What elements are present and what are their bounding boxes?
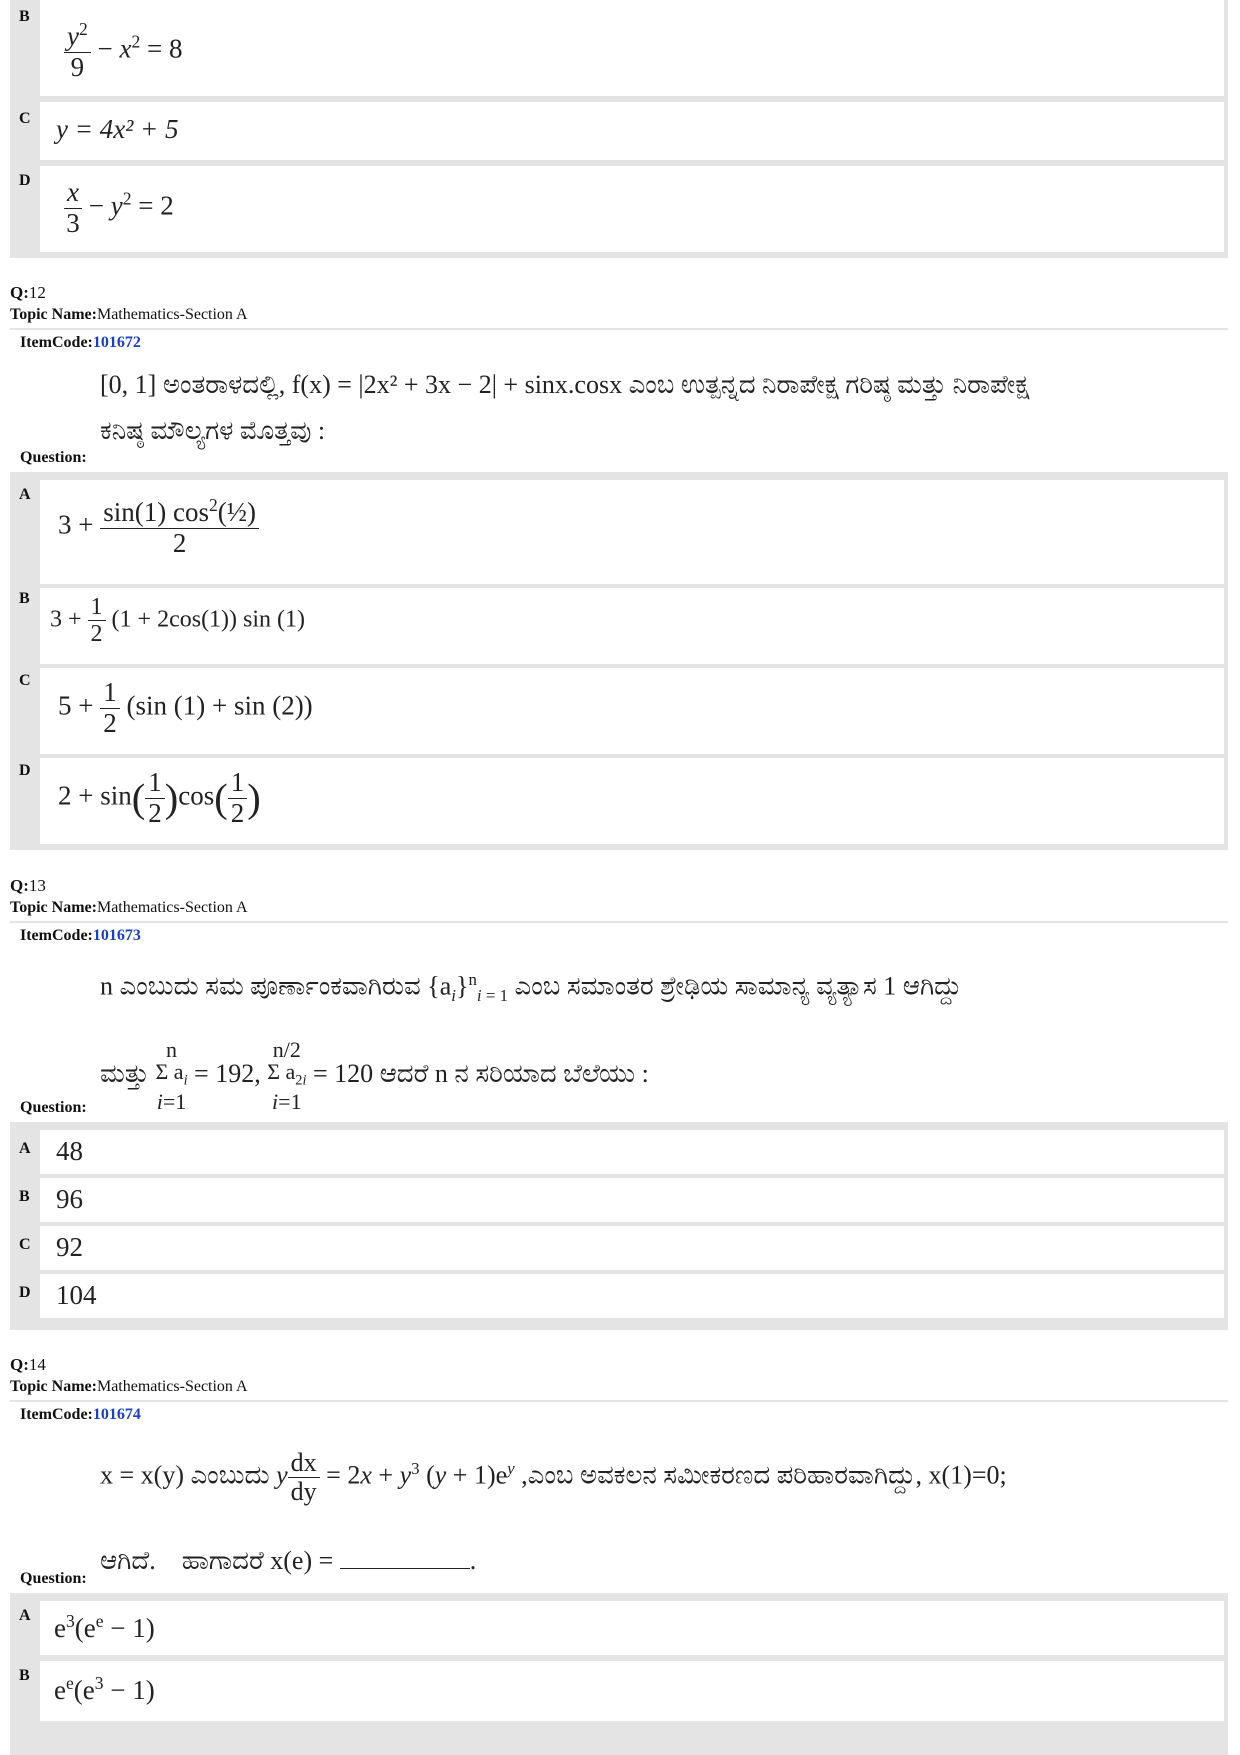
option-label: A [19, 1140, 31, 1157]
option-a-value: 48 [56, 1136, 83, 1166]
q12-options-panel [10, 472, 1228, 850]
option-d-math: 2 + sin( $\frac{1}{2}$ )cos( $\frac{1}{2}$ ) [58, 767, 261, 828]
option-c-math: 5 + $\frac{1}{2}$ (sin (1) + sin (2)) [58, 677, 313, 738]
topic-name: Topic Name:Mathematics-Section A [10, 306, 248, 323]
question-number: Q:14 [10, 1355, 46, 1374]
option-b-math: 3 + $\frac{1}{2}$ (1 + 2cos(1)) sin (1) [50, 594, 306, 648]
question-text: n ಎಂಬುದು ಸಮ ಪೂರ್ಣಾಂಕವಾಗಿರುವ $\{a_i\}^n_{i = 1}$ ಎಂಬ ಸಮಾಂತರ ಶ್ರೇಢಿಯ ಸಾಮಾನ್ಯ ವ್ಯತ್ಯಾಸ 1 ಆಗಿದ್ದು [100, 970, 962, 1005]
option-d-math: $\frac{x}{3}$ − $y^2 = 2$ [64, 178, 174, 238]
option-b-value: 96 [56, 1184, 83, 1214]
option-label: A [19, 486, 31, 503]
option-c-math: y = 4x² + 5 [56, 114, 179, 144]
question-text: [0, 1] ಅಂತರಾಳದಲ್ಲಿ, f(x) = |2x² + 3x − 2| + sinx.cosx ಎಂಬ ಉತ್ಪನ್ನದ ನಿರಾಪೇಕ್ಷ ಗರಿಷ್ಠ ಮತ್ತು ನಿರಾಪೇಕ್ಷ ಕನಿಷ್ಠ ಮೌಲ್ಯಗಳ ಮೊತ್ತವು : [100, 370, 1030, 445]
option-d-value: 104 [56, 1280, 97, 1310]
option-c-cell[interactable] [40, 102, 1224, 160]
q11-options-panel [10, 0, 1228, 258]
option-d-cell[interactable] [40, 166, 1224, 252]
option-label: D [19, 1284, 31, 1301]
option-label: C [19, 1236, 31, 1253]
option-label: B [19, 8, 30, 25]
option-label: C [19, 110, 31, 127]
topic-name: Topic Name:Mathematics-Section A [10, 1378, 248, 1395]
option-a-cell[interactable] [40, 1601, 1224, 1655]
option-c-cell[interactable] [40, 668, 1224, 754]
question-text-line2: ಮತ್ತು n Σ $a_i$ i=1 = 192, n/2 Σ $a_{2i}$ i=1 = 120 ಆದರೆ n ನ ಸರಿಯಾದ ಬೆಲೆಯು : [100, 1037, 649, 1115]
option-a-math: 3 + $\frac{\sin(1) \cos^2(\frac{1}{2})}{2}$ [58, 496, 259, 558]
answer-blank [340, 1568, 470, 1569]
option-d-cell[interactable] [40, 1274, 1224, 1318]
question-label: Question: [20, 449, 87, 466]
q13-question-box [10, 921, 1228, 1123]
option-label: A [19, 1607, 31, 1624]
option-b-cell[interactable] [40, 0, 1224, 96]
option-label: C [19, 672, 31, 689]
option-d-cell[interactable] [40, 758, 1224, 844]
option-b-cell[interactable] [40, 588, 1224, 664]
option-c-cell[interactable] [40, 1226, 1224, 1270]
question-text: x = x(y) ಎಂಬುದು y $\frac{dx}{dy}$ = $2x + y^3$ $(y + 1)e^y$ ,ಎಂಬ ಅವಕಲನ ಸಮೀಕರಣದ ಪರಿಹಾರವಾಗಿದ್ದು, x(1)=0; [100, 1447, 1007, 1507]
option-label: D [19, 172, 31, 189]
question-text-line2: ಆಗಿದೆ. ಹಾಗಾದರೆ x(e) = . [100, 1546, 477, 1575]
option-label: B [19, 1667, 30, 1684]
option-a-cell[interactable] [40, 480, 1224, 584]
question-number: Q:12 [10, 283, 46, 302]
option-c-value: 92 [56, 1232, 83, 1262]
item-code: ItemCode:101673 [20, 927, 141, 944]
q14-options-panel [10, 1593, 1228, 1755]
topic-name: Topic Name:Mathematics-Section A [10, 899, 248, 916]
option-b-cell[interactable] [40, 1178, 1224, 1222]
question-number: Q:13 [10, 876, 46, 895]
question-label: Question: [20, 1099, 87, 1116]
q14-question-box [10, 1400, 1228, 1594]
option-b-math: $e^e(e^3 - 1)$ [54, 1673, 155, 1705]
question-label: Question: [20, 1570, 87, 1587]
option-b-math: $\frac{y^2}{9}$ − $x^2 = 8$ [64, 20, 182, 82]
option-label: B [19, 590, 30, 607]
option-label: D [19, 762, 31, 779]
item-code: ItemCode:101674 [20, 1406, 141, 1423]
option-a-cell[interactable] [40, 1130, 1224, 1174]
option-a-math: $e^3(e^e - 1)$ [54, 1611, 155, 1643]
option-b-cell[interactable] [40, 1661, 1224, 1721]
q12-question-box [10, 328, 1228, 473]
option-label: B [19, 1188, 30, 1205]
q13-options-panel [10, 1122, 1228, 1330]
item-code: ItemCode:101672 [20, 334, 141, 351]
